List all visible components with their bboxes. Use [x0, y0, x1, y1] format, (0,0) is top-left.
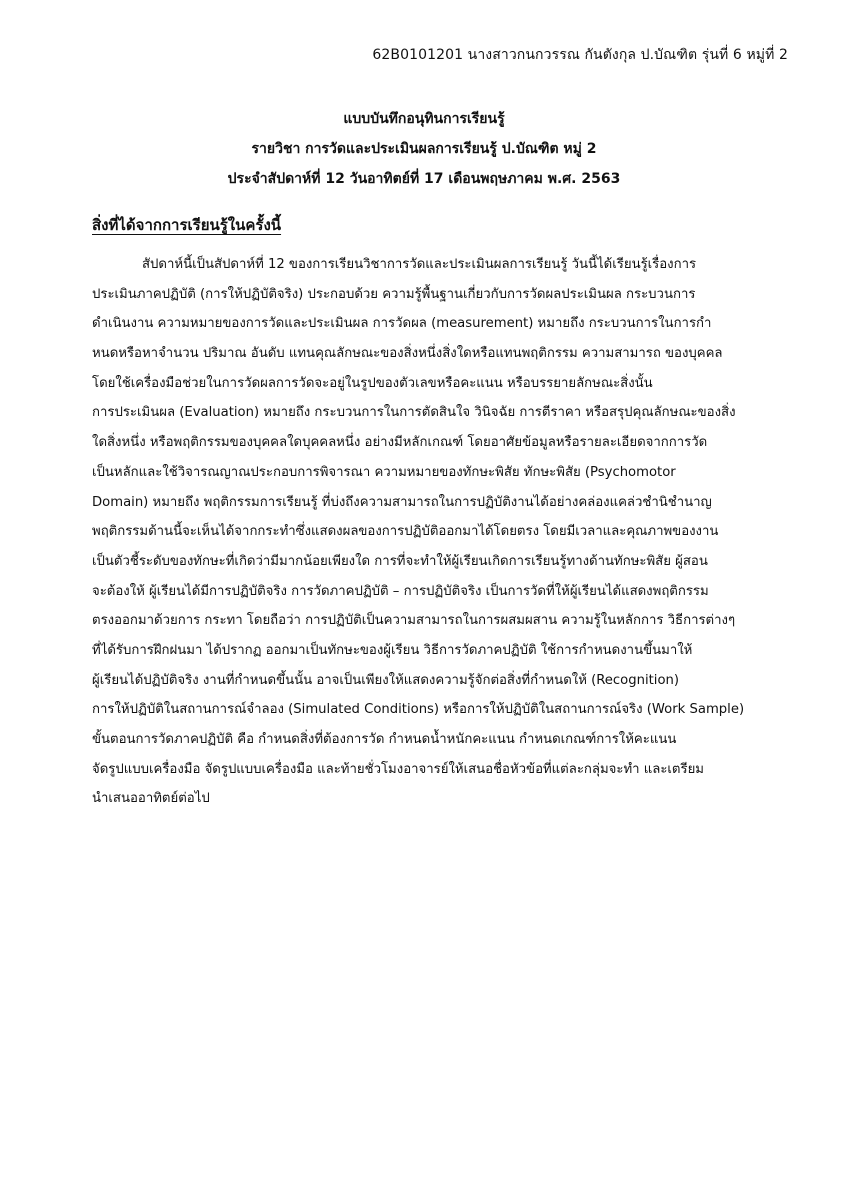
week-date-title: ประจำสัปดาห์ที่ 12 วันอาทิตย์ที่ 17 เดือนพฤษภาคม พ.ศ. 2563	[227, 171, 621, 187]
body-line: พฤติกรรมด้านนี้จะเห็นได้จากกระทำซึ่งแสดงผลของการปฏิบัติออกมาได้โดยตรง โดยมีเวลาและคุณภาพของงาน	[92, 524, 719, 540]
body-line: ที่ได้รับการฝึกฝนมา ได้ปรากฏ ออกมาเป็นทักษะของผู้เรียน วิธีการวัดภาคปฏิบัติ ใช้การกำหนดงานขึ้นมาให้	[92, 642, 693, 658]
body-line: นำเสนออาทิตย์ต่อไป	[92, 791, 210, 807]
section-heading: สิ่งที่ได้จากการเรียนรู้ในครั้งนี้	[92, 216, 282, 234]
body-line: Domain) หมายถึง พฤติกรรมการเรียนรู้ ที่บ่งถึงความสามารถในการปฏิบัติงานได้อย่างคล่องแคล่วชำนิชำนาญ	[92, 494, 712, 510]
body-line: ใดสิ่งหนึ่ง หรือพฤติกรรมของบุคคลใดบุคคลหนึ่ง อย่างมีหลักเกณฑ์ โดยอาศัยข้อมูลหรือรายละเอียดจากการวัด	[92, 435, 708, 451]
body-line: เป็นตัวชี้ระดับของทักษะที่เกิดว่ามีมากน้อยเพียงใด การที่จะทำให้ผู้เรียนเกิดการเรียนรู้ทางด้านทักษะพิสัย ผู้สอน	[92, 553, 708, 569]
body-line: การประเมินผล (Evaluation) หมายถึง กระบวนการในการตัดสินใจ วินิจฉัย การตีราคา หรือสรุปคุณลักษณะของสิ่ง	[92, 405, 736, 421]
body-line: ผู้เรียนได้ปฏิบัติจริง งานที่กำหนดขึ้นนั้น อาจเป็นเพียงให้แสดงความรู้จักต่อสิ่งที่กำหนดให้ (Recognition)	[92, 672, 680, 688]
body-line: ประเมินภาคปฏิบัติ (การให้ปฏิบัติจริง) ประกอบด้วย ความรู้พื้นฐานเกี่ยวกับการวัดผลประเมินผล กระบวนการ	[92, 286, 696, 302]
body-line: โดยใช้เครื่องมือช่วยในการวัดผลการวัดจะอยู่ในรูปของตัวเลขหรือคะแนน หรือบรรยายลักษณะสิ่งนั้น	[92, 375, 653, 391]
body-line: หนดหรือหาจำนวน ปริมาณ อันดับ แทนคุณลักษณะของสิ่งหนึ่งสิ่งใดหรือแทนพฤติกรรม ความสามารถ ของบุคคล	[92, 346, 723, 362]
body-line: การให้ปฏิบัติในสถานการณ์จำลอง (Simulated Conditions) หรือการให้ปฏิบัติในสถานการณ์จริง (Work Sample)	[92, 702, 745, 718]
body-line: จัดรูปแบบเครื่องมือ จัดรูปแบบเครื่องมือ และท้ายชั่วโมงอาจารย์ให้เสนอชื่อหัวข้อที่แต่ละกลุ่มจะทำ และเตรียม	[92, 761, 705, 777]
body-line: เป็นหลักและใช้วิจารณญาณประกอบการพิจารณา ความหมายของทักษะพิสัย ทักษะพิสัย (Psychomotor	[92, 464, 676, 480]
body-paragraph	[92, 250, 792, 814]
body-line: ตรงออกมาด้วยการ กระทา โดยถือว่า การปฏิบัติเป็นความสามารถในการผสมผสาน ความรู้ในหลักการ วิธีการต่างๆ	[92, 613, 736, 629]
document-title: แบบบันทึกอนุทินการเรียนรู้	[343, 111, 505, 127]
title-block	[0, 104, 848, 194]
body-line: ดำเนินงาน ความหมายของการวัดและประเมินผล การวัดผล (measurement) หมายถึง กระบวนการในการกำ	[92, 316, 712, 332]
body-line: จะต้องให้ ผู้เรียนได้มีการปฏิบัติจริง การวัดภาคปฏิบัติ – การปฏิบัติจริง เป็นการวัดที่ให้ผู้เรียนได้แสดงพฤติกรรม	[92, 583, 709, 599]
student-info-header: 62B0101201 นางสาวกนกวรรณ กันตังกุล ป.บัณฑิต รุ่นที่ 6 หมู่ที่ 2	[372, 47, 788, 63]
body-line: ขั้นตอนการวัดภาคปฏิบัติ คือ กำหนดสิ่งที่ต้องการวัด กำหนดน้ำหนักคะแนน กำหนดเกณฑ์การให้คะแนน	[92, 732, 677, 747]
body-line: สัปดาห์นี้เป็นสัปดาห์ที่ 12 ของการเรียนวิชาการวัดและประเมินผลการเรียนรู้ วันนี้ได้เรียนรู้เรื่องการ	[142, 257, 697, 272]
course-title: รายวิชา การวัดและประเมินผลการเรียนรู้ ป.บัณฑิต หมู่ 2	[251, 141, 597, 157]
